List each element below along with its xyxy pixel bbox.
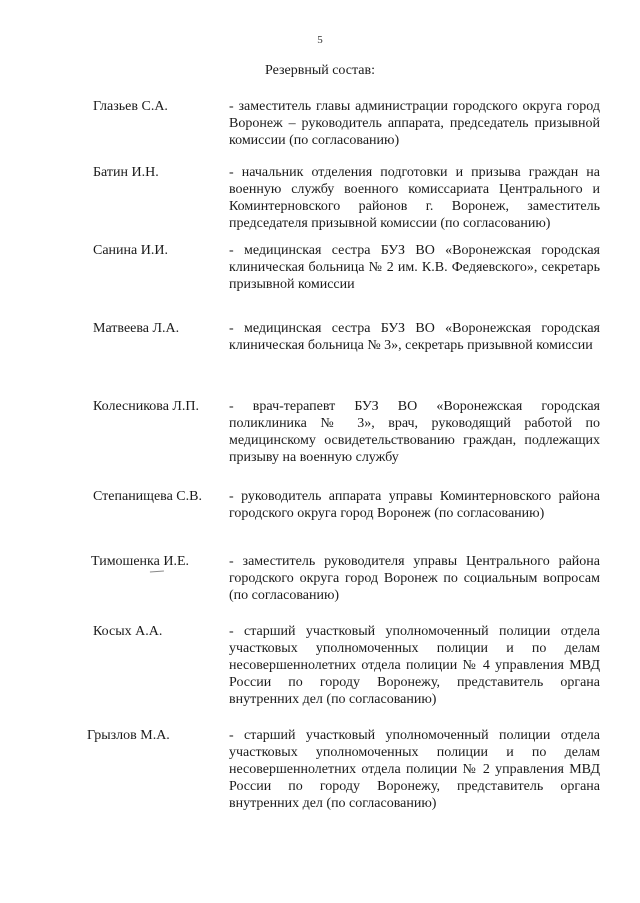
member-description: - заместитель руководителя управы Центрального района городского округа город Воронеж по социальным вопросам (по согласованию) (229, 554, 600, 603)
pen-mark (150, 571, 164, 575)
section-heading: Резервный состав: (264, 63, 375, 78)
member-description: - медицинская сестра БУЗ ВО «Воронежская городская клиническая больница № 2 им. К.В. Федяевского», секретарь призывной комиссии (229, 243, 600, 292)
page-number: 5 (317, 34, 323, 46)
member-name: Грызлов М.А. (87, 728, 170, 743)
member-name: Тимошенка И.Е. (91, 554, 190, 569)
member-name: Глазьев С.А. (93, 99, 168, 114)
member-description: - начальник отделения подготовки и призыва граждан на военную службу военного комиссариата Центрального и Коминтерновского районов г. Воронеж, заместитель председателя призывной комиссии (по согласованию) (229, 165, 600, 231)
member-description: - заместитель главы администрации городского округа город Воронеж – руководитель аппарата, председатель призывной комиссии (по согласованию) (229, 99, 600, 148)
member-name: Санина И.И. (93, 243, 168, 258)
member-name: Степанищева С.В. (93, 489, 202, 504)
member-name: Матвеева Л.А. (93, 321, 180, 336)
member-description: - медицинская сестра БУЗ ВО «Воронежская городская клиническая больница № 3», секретарь призывной комиссии (229, 321, 600, 353)
member-description: - руководитель аппарата управы Коминтерновского района городского округа город Воронеж (по согласованию) (229, 489, 600, 521)
member-description: - старший участковый уполномоченный полиции отдела участковых уполномоченных полиции и по делам несовершеннолетних отдела полиции № 4 управления МВД России по городу Воронежу, представитель органа внутренних дел (по согласованию) (229, 624, 600, 707)
member-name: Колесникова Л.П. (93, 399, 200, 414)
member-name: Косых А.А. (93, 624, 163, 639)
member-description: - старший участковый уполномоченный полиции отдела участковых уполномоченных полиции и по делам несовершеннолетних отдела полиции № 2 управления МВД России по городу Воронежу, представитель органа внутренних дел (по согласованию) (229, 728, 600, 811)
member-name: Батин И.Н. (93, 165, 159, 180)
member-description: - врач-терапевт БУЗ ВО «Воронежская городская поликлиника № 3», врач, руководящий работой по медицинскому освидетельствованию граждан, подлежащих призыву на военную службу (229, 399, 600, 465)
